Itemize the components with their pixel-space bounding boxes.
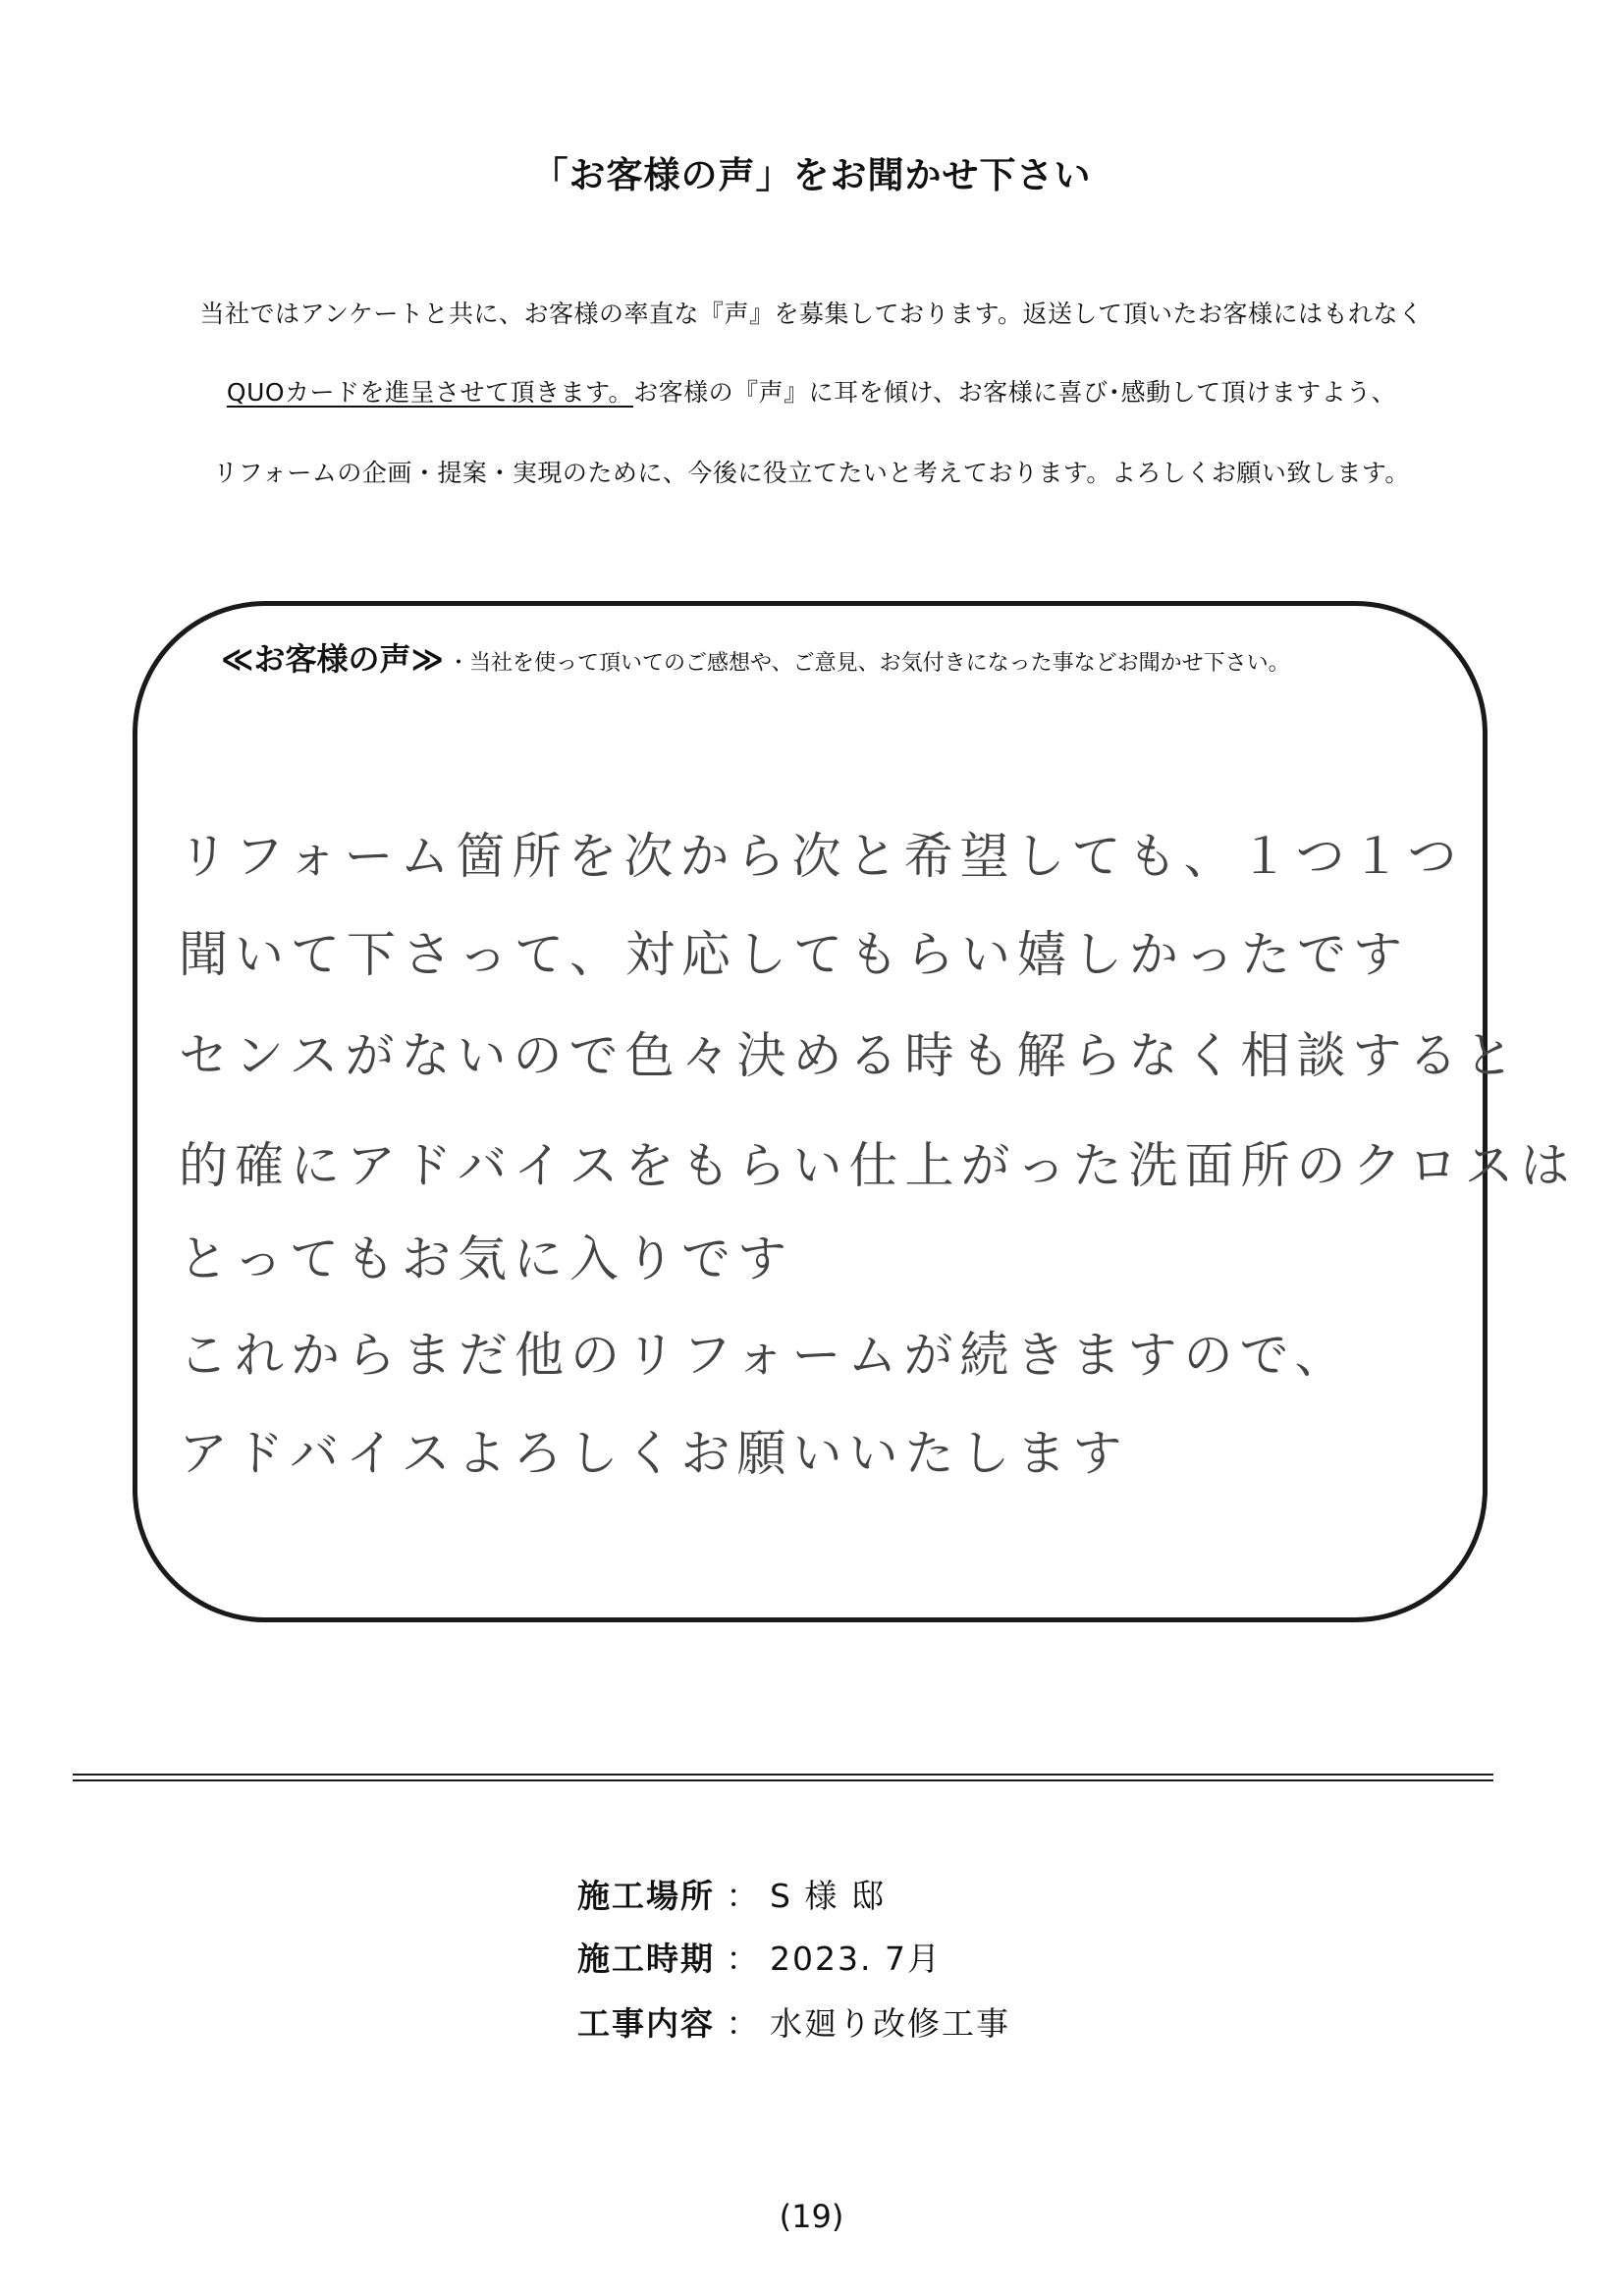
- work-separator: ：: [726, 2004, 759, 2043]
- intro-line-2-rest: お客様の『声』に耳を傾け、お客様に喜び･感動して頂けますよう、: [633, 378, 1397, 407]
- period-separator: ：: [726, 1940, 759, 1978]
- voice-box-heading: [221, 634, 1290, 680]
- work-row: [577, 1998, 1010, 2045]
- page-title: 「お客様の声」をお聞かせ下さい: [531, 154, 1092, 196]
- voice-text-line-5: とってもお気に入りです: [179, 1230, 793, 1287]
- voice-text-line-2: 聞いて下さって、対応してもらい嬉しかったです: [179, 926, 1409, 983]
- period-value: 2023. 7月: [770, 1940, 942, 1978]
- voice-text-line-1: リフォーム箇所を次から次と希望しても、１つ１つ: [179, 828, 1464, 885]
- voice-text-line-4: 的確にアドバイスをもらい仕上がった洗面所のクロスは: [179, 1137, 1577, 1194]
- work-label: 工事内容: [577, 2004, 715, 2043]
- voice-text-line-3: センスがないので色々決める時も解らなく相談すると: [179, 1027, 1521, 1084]
- section-divider: [73, 1774, 1493, 1781]
- voice-box-label: ≪お客様の声≫: [221, 640, 445, 678]
- location-value: S 様 邸: [770, 1877, 886, 1915]
- work-value: 水廻り改修工事: [770, 2004, 1010, 2043]
- page-number: (19): [779, 2198, 844, 2235]
- voice-text-line-6: これからまだ他のリフォームが続きますので、: [179, 1327, 1351, 1384]
- voice-text-line-7: アドバイスよろしくお願いいたします: [179, 1425, 1129, 1482]
- period-label: 施工時期: [577, 1940, 715, 1978]
- quo-card-notice: QUOカードを進呈させて頂きます。: [226, 378, 634, 407]
- intro-line-3: リフォームの企画・提案・実現のために、今後に役立てたいと考えております。よろしくお願い致します。: [213, 459, 1410, 487]
- location-separator: ：: [726, 1877, 759, 1915]
- location-row: [577, 1871, 886, 1917]
- voice-box-prompt: ・当社を使って頂いてのご感想や、ご意見、お気付きになった事などお聞かせ下さい。: [448, 651, 1290, 676]
- location-label: 施工場所: [577, 1877, 715, 1915]
- intro-line-2: [0, 373, 1623, 409]
- intro-line-1: 当社ではアンケートと共に、お客様の率直な『声』を募集しております。返送して頂いたお客様にはもれなく: [199, 300, 1424, 328]
- period-row: [577, 1934, 942, 1980]
